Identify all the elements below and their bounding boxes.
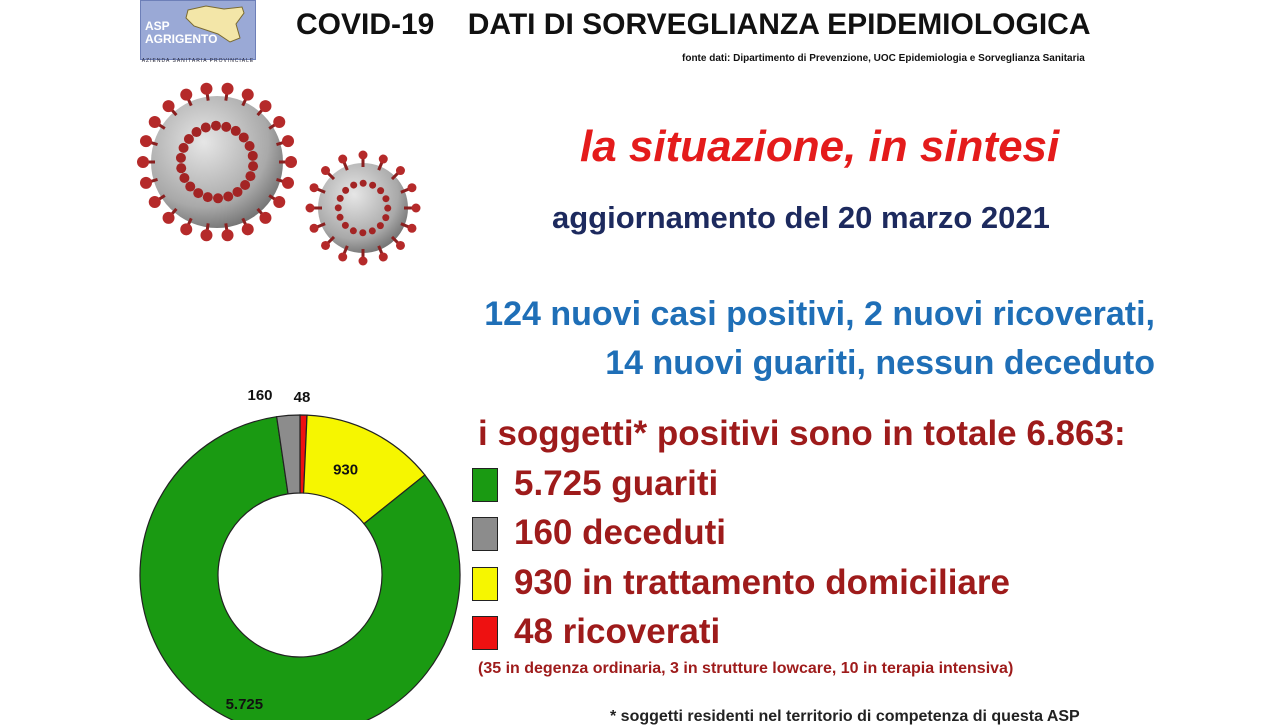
header-title: COVID-19 DATI DI SORVEGLIANZA EPIDEMIOLOGICA [296,8,1091,41]
label-guariti: 5.725 [225,696,264,714]
label-deceduti: 160 [247,387,273,404]
legend-label: 5.725 guariti [514,464,719,503]
donut-chart [130,385,470,720]
news-line-2: 14 nuovi guariti, nessun deceduto [605,344,1155,382]
legend-label: 48 ricoverati [514,612,721,651]
update-date: aggiornamento del 20 marzo 2021 [552,200,1050,235]
page-title: la situazione, in sintesi [580,122,1060,171]
legend-swatch [472,616,498,650]
legend-swatch [472,468,498,502]
label-ricoverati: 48 [293,389,311,406]
coronavirus-icon [135,80,425,270]
legend-swatch [472,567,498,601]
legend-label: 160 deceduti [514,513,727,552]
logo-text: ASP AGRIGENTO [145,19,218,46]
news-line-1: 124 nuovi casi positivi, 2 nuovi ricoverati, [484,295,1155,333]
footnote: * soggetti residenti nel territorio di competenza di questa ASP [610,708,1080,725]
data-source: fonte dati: Dipartimento di Prevenzione, UOC Epidemiologia e Sorveglianza Sanitaria [682,53,1085,64]
logo-subtitle: AZIENDA SANITARIA PROVINCIALE [141,58,255,64]
label-domiciliare: 930 [333,461,359,479]
hospital-detail: (35 in degenza ordinaria, 3 in strutture lowcare, 10 in terapia intensiva) [478,660,1014,677]
total-positive: i soggetti* positivi sono in totale 6.863: [478,414,1126,453]
legend-swatch [472,517,498,551]
asp-logo [140,0,256,66]
legend-label: 930 in trattamento domiciliare [514,563,1010,602]
